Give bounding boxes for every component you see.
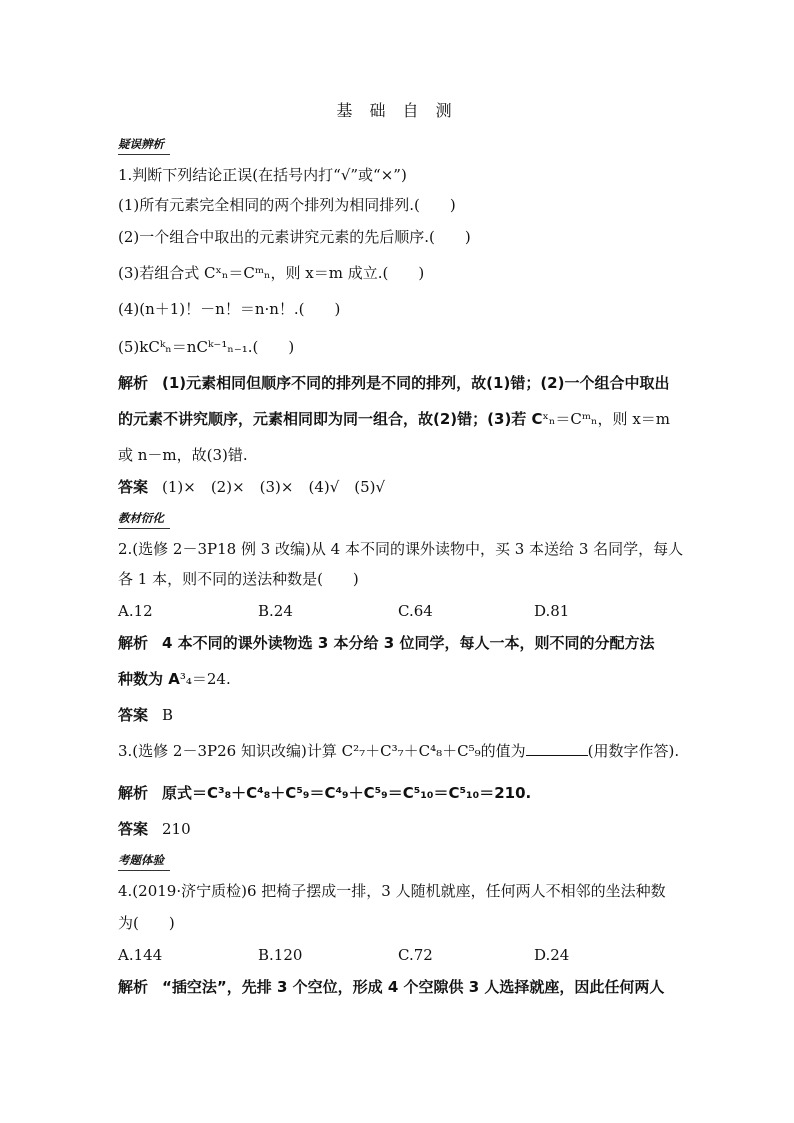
q2-option-a: A.12 — [118, 602, 153, 620]
q4-option-c: C.72 — [398, 946, 433, 964]
tag-label: 疑误辨析 — [118, 137, 164, 151]
analysis-label: 解析 — [118, 634, 149, 652]
q1-item-2: (2)一个组合中取出的元素讲究元素的先后顺序.( ) — [118, 228, 471, 246]
q3-analysis: 解析 原式＝C³₈＋C⁴₈＋C⁵₉＝C⁴₉＋C⁵₉＝C⁵₁₀＝C⁵₁₀＝210. — [118, 784, 532, 802]
answer-label: 答案 — [118, 706, 149, 724]
q1-item-1: (1)所有元素完全相同的两个排列为相同排列.( ) — [118, 196, 456, 214]
analysis-label: 解析 — [118, 784, 149, 802]
q3-answer: 答案 210 — [118, 820, 191, 838]
analysis-label: 解析 — [118, 374, 149, 392]
tag-textbook-derivation — [118, 510, 164, 526]
q2-answer: 答案 B — [118, 706, 174, 724]
q4-analysis: 解析 “插空法”，先排 3 个空位，形成 4 个空隙供 3 人选择就座，因此任何两人 — [118, 978, 665, 996]
q2-stem-line-2: 各 1 本，则不同的送法种数是( ) — [118, 570, 359, 588]
answer-label: 答案 — [118, 478, 149, 496]
q4-stem-line-2: 为( ) — [118, 914, 175, 932]
q1-analysis-line-3: 或 n－m，故(3)错. — [118, 446, 248, 464]
q1-stem: 1.判断下列结论正误(在括号内打“√”或“×”) — [118, 166, 407, 184]
q2-analysis-line-2: 种数为 A³₄＝24. — [118, 670, 231, 688]
tag-label: 教材衍化 — [118, 511, 164, 525]
tag-label: 考题体验 — [118, 853, 164, 867]
q4-option-a: A.144 — [118, 946, 163, 964]
answer-label: 答案 — [118, 820, 149, 838]
q1-item-3: (3)若组合式 Cˣₙ＝Cᵐₙ，则 x＝m 成立.( ) — [118, 264, 425, 282]
q1-analysis-line-1: 解析 (1)元素相同但顺序不同的排列是不同的排列，故(1)错；(2)一个组合中取出 — [118, 374, 670, 392]
q1-item-4: (4)(n＋1)！－n！＝n·n！.( ) — [118, 300, 341, 318]
q2-option-c: C.64 — [398, 602, 433, 620]
q2-option-d: D.81 — [534, 602, 570, 620]
q4-option-d: D.24 — [534, 946, 570, 964]
tag-error-analysis — [118, 136, 164, 152]
answer-blank — [526, 741, 588, 756]
q2-option-b: B.24 — [258, 602, 293, 620]
tag-exam-experience — [118, 852, 164, 868]
q1-answer: 答案 (1)× (2)× (3)× (4)√ (5)√ — [118, 478, 386, 496]
q2-stem-line-1: 2.(选修 2－3P18 例 3 改编)从 4 本不同的课外读物中，买 3 本送给 3 名同学，每人 — [118, 540, 684, 558]
q3-stem: 3.(选修 2－3P26 知识改编)计算 C²₇＋C³₇＋C⁴₈＋C⁵₉的值为 (用数字作答). — [118, 742, 680, 760]
q1-analysis-line-2: 的元素不讲究顺序，元素相同即为同一组合，故(2)错；(3)若 Cˣₙ＝Cᵐₙ，则 x＝m — [118, 410, 670, 428]
q2-analysis-line-1: 解析 4 本不同的课外读物选 3 本分给 3 位同学，每人一本，则不同的分配方法 — [118, 634, 655, 652]
q4-option-b: B.120 — [258, 946, 303, 964]
section-title: 基 础 自 测 — [336, 101, 458, 120]
q4-stem-line-1: 4.(2019·济宁质检)6 把椅子摆成一排，3 人随机就座，任何两人不相邻的坐法种数 — [118, 882, 666, 900]
analysis-label: 解析 — [118, 978, 149, 996]
q1-item-5: (5)kCᵏₙ＝nCᵏ⁻¹ₙ₋₁.( ) — [118, 338, 295, 356]
